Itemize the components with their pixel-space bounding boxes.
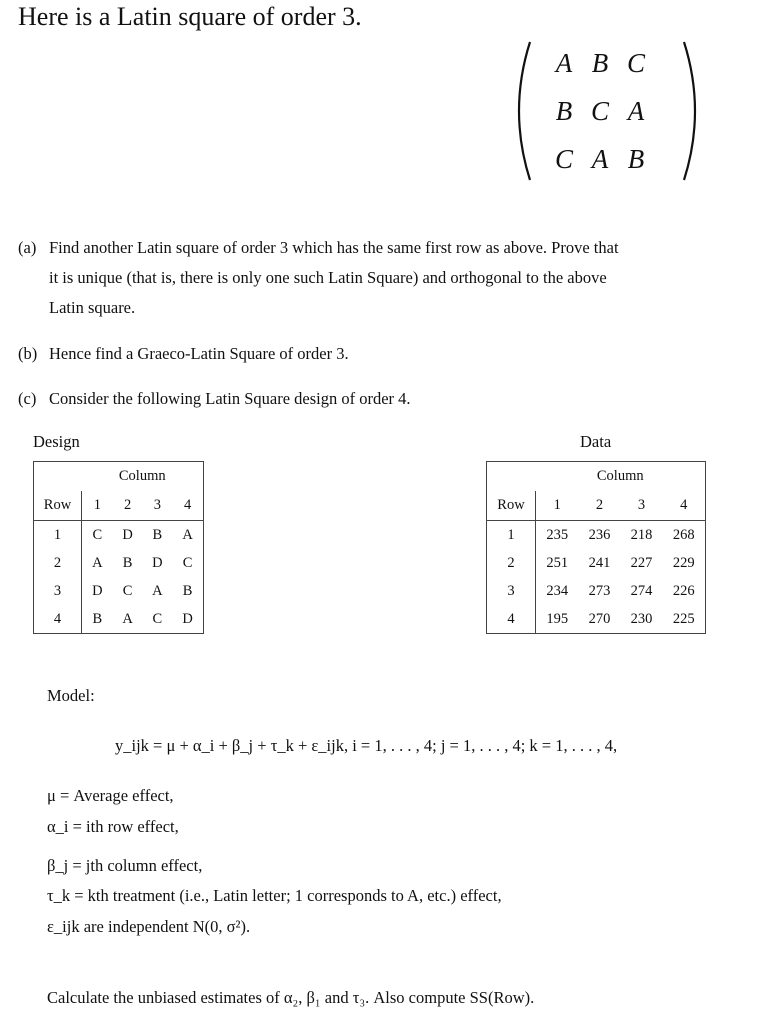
row-number: 3 <box>487 577 536 605</box>
epsilon-definition: ε_ijk are independent N(0, σ²). <box>47 917 251 936</box>
part-a <box>18 233 738 323</box>
beta-definition: β_j = jth column effect, <box>47 856 203 875</box>
design-cell: A <box>182 526 193 543</box>
matrix-cell: A <box>591 144 609 174</box>
model-equation: y_ijk = μ + α_i + β_j + τ_k + ε_ijk, i = 1, . . . , 4; j = 1, . . . , 4; k = 1, . . . , 4, <box>115 736 618 755</box>
part-c-text: Consider the following Latin Square design of order 4. <box>49 389 411 408</box>
matrix-cell: A <box>627 96 645 126</box>
matrix-cell: C <box>590 96 609 126</box>
data-row-label: Row <box>487 491 536 521</box>
part-b-label: (b) <box>18 344 38 363</box>
design-cell: C <box>92 526 103 543</box>
data-table <box>486 461 706 634</box>
page-title: Here is a Latin square of order 3. <box>18 2 362 31</box>
design-cell: C <box>122 582 133 599</box>
design-cell: D <box>182 610 193 627</box>
design-cell: B <box>152 526 163 543</box>
row-number: 1 <box>34 521 82 550</box>
data-cell: 235 <box>546 526 569 543</box>
data-cell: 268 <box>672 526 695 543</box>
row-number: 2 <box>487 549 536 577</box>
data-cell: 234 <box>546 582 569 599</box>
table-row <box>487 549 706 577</box>
data-cell: 218 <box>630 526 653 543</box>
row-number: 4 <box>487 605 536 634</box>
matrix-cell: B <box>627 144 645 174</box>
data-col-header: 4 <box>663 491 706 521</box>
design-col-header: 2 <box>113 491 143 521</box>
design-caption: Design <box>33 432 80 451</box>
table-row <box>34 549 204 577</box>
design-cell: D <box>122 526 133 543</box>
design-cell: D <box>92 582 103 599</box>
design-col-header: 4 <box>172 491 203 521</box>
matrix-cell: C <box>626 48 645 78</box>
part-a-line1: Find another Latin square of order 3 which has the same first row as above. Prove that <box>49 238 619 257</box>
row-number: 3 <box>34 577 82 605</box>
design-cell: B <box>92 610 103 627</box>
mu-definition: μ = Average effect, <box>47 786 174 805</box>
table-row <box>487 605 706 634</box>
matrix-cell: A <box>555 48 573 78</box>
part-a-line3: Latin square. <box>49 298 136 317</box>
data-cell: 251 <box>546 554 569 571</box>
data-cell: 195 <box>546 610 569 627</box>
table-row <box>34 521 204 550</box>
model-label: Model: <box>47 686 95 705</box>
row-number: 2 <box>34 549 82 577</box>
part-b <box>18 339 349 369</box>
part-c-label: (c) <box>18 389 37 408</box>
table-row <box>487 577 706 605</box>
data-cell: 270 <box>588 610 611 627</box>
data-cell: 236 <box>588 526 611 543</box>
design-cell: C <box>152 610 163 627</box>
table-row <box>487 521 706 550</box>
data-column-label: Column <box>596 468 644 484</box>
part-b-text: Hence find a Graeco-Latin Square of order 3. <box>49 344 349 363</box>
question-text: Calculate the unbiased estimates of α₂, β₁ and τ₃. Also compute SS(Row). <box>47 988 535 1007</box>
data-cell: 274 <box>630 582 653 599</box>
latin-square-matrix <box>512 38 702 184</box>
data-col-header: 3 <box>620 491 662 521</box>
part-a-line2: it is unique (that is, there is only one such Latin Square) and orthogonal to the above <box>49 268 607 287</box>
data-cell: 227 <box>630 554 653 571</box>
data-cell: 273 <box>588 582 611 599</box>
table-row <box>34 577 204 605</box>
data-cell: 230 <box>630 610 653 627</box>
part-a-label: (a) <box>18 238 37 257</box>
matrix-cell: C <box>554 144 573 174</box>
data-cell: 229 <box>672 554 695 571</box>
data-cell: 241 <box>588 554 611 571</box>
design-table <box>33 461 204 634</box>
data-cell: 225 <box>672 610 695 627</box>
data-cell: 226 <box>672 582 695 599</box>
tau-definition: τ_k = kth treatment (i.e., Latin letter; 1 corresponds to A, etc.) effect, <box>47 886 502 905</box>
design-row-label: Row <box>34 491 82 521</box>
matrix-cell: B <box>591 48 609 78</box>
part-c <box>18 384 411 414</box>
alpha-definition: α_i = ith row effect, <box>47 817 179 836</box>
design-column-label: Column <box>118 468 166 484</box>
design-col-header: 1 <box>82 491 113 521</box>
matrix-cell: B <box>555 96 573 126</box>
data-col-header: 2 <box>578 491 620 521</box>
design-cell: D <box>152 554 163 571</box>
data-col-header: 1 <box>536 491 579 521</box>
data-caption: Data <box>580 432 612 451</box>
row-number: 1 <box>487 521 536 550</box>
table-row <box>34 605 204 634</box>
design-cell: A <box>122 610 133 627</box>
design-cell: B <box>182 582 193 599</box>
design-cell: C <box>182 554 193 571</box>
design-cell: B <box>122 554 133 571</box>
design-col-header: 3 <box>142 491 172 521</box>
row-number: 4 <box>34 605 82 634</box>
design-cell: A <box>92 554 103 571</box>
design-cell: A <box>152 582 163 599</box>
